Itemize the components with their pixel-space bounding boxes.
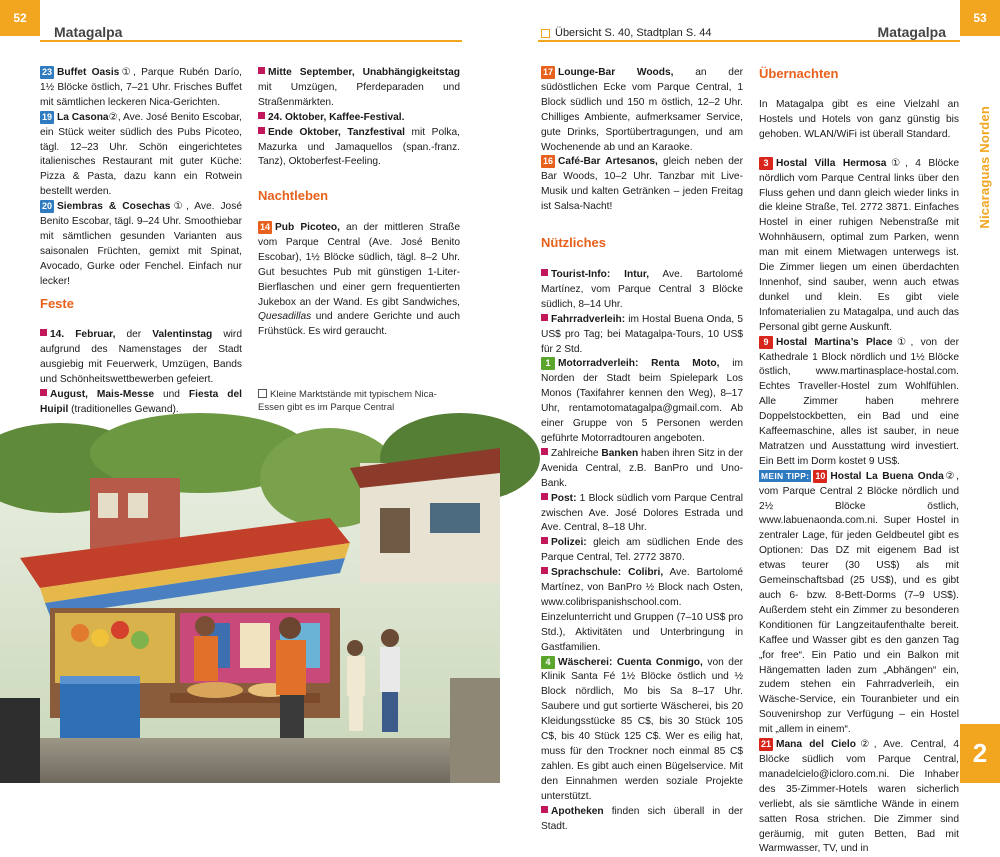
bullet-square-icon <box>541 493 548 500</box>
header-rule-left <box>40 40 462 42</box>
info-fahrradverleih: Fahrradverleih: im Hostal Buena Onda, 5 US$ pro Tag; bei Matagalpa-Tours, 10 US$ für 2 Std. <box>541 313 743 355</box>
map-marker-icon: 16 <box>543 156 554 167</box>
info-sprachschule: Sprachschule: Colibri, Ave. Bartolomé Martínez, von BanPro ½ Block nach Osten, www.colibrispanishschool.com. Einzelunterricht und Gruppen (7–10 US$ pro Std.), Aktivitäten und Unterbringung in Gastfamilien. <box>541 567 743 653</box>
bullet-square-icon <box>258 127 265 134</box>
running-title-left: Matagalpa <box>54 24 123 40</box>
bullet-square-icon <box>541 448 548 455</box>
entry-buffet-oasis: 23 Buffet Oasis①, Parque Rubén Darío, 1½ Blöcke östlich, 7–21 Uhr. Frisches Buffet mit sämtlichen leckeren Nica-Gerichten. <box>40 67 242 108</box>
column-4 <box>759 98 959 857</box>
market-stand-illustration <box>0 448 500 783</box>
entry-la-casona: 19 La Casona②, Ave. José Benito Escobar, ein Stück weiter südlich des Pubs Picoteo, tägl. 12–23 Uhr. Schön eingerichtetes italienisches Restaurant mit guter Küche: Pizza & Pasta, dazu kann ein Rotwein bestellt werden. <box>40 111 242 198</box>
column-2 <box>258 66 460 170</box>
fest-valentinstag: 14. Februar, der Valentinstag wird aufgrund des Namenstages der Stadt ausgiebig mit Feuerwerk, Umzügen, Bands und Schönheitswettbewerben gefeiert. <box>40 329 242 385</box>
entry-lounge-bar-woods: 17 Lounge-Bar Woods, an der südöstlichen Ecke vom Parque Central, 1 Block südlich und 150 m östlich, 12–2 Uhr. Chilliges Ambiente, aufmerksamer Service, gute Drinks, Sportübertragungen, und am Wochenende ab und an Karaoke. <box>541 67 743 153</box>
fest-tanzfestival: Ende Oktober, Tanzfestival mit Polka, Mazurka und Jamaquellos (span.-franz. Tanz), Oktoberfest-Feeling. <box>258 126 461 168</box>
map-marker-icon: 23 <box>42 67 53 77</box>
bullet-square-icon <box>40 389 47 396</box>
bullet-square-icon <box>541 314 548 321</box>
map-marker-icon: 21 <box>761 739 772 750</box>
info-motorradverleih: 1 Motorradverleih: Renta Moto, im Norden der Stadt beim Spielepark Los Monos (Taxifahrer kennen den Weg), 8–17 Uhr, rentamotomatagalpa@gmail.com. Ab einer Gruppe von 5 Personen werden geführte Motorradtouren angeboten. <box>541 358 743 444</box>
mein-tipp-badge: MEIN TIPP: <box>761 470 810 481</box>
map-reference-text: Übersicht S. 40, Stadtplan S. 44 <box>555 27 712 39</box>
caption-arrow-icon <box>258 389 267 398</box>
info-polizei: Polizei: gleich am südlichen Ende des Parque Central, Tel. 2772 3870. <box>541 537 743 564</box>
bullet-square-icon <box>258 112 265 119</box>
page-number-right: 53 <box>960 0 1000 36</box>
bullet-square-icon <box>541 567 548 574</box>
uebernachten-intro: In Matagalpa gibt es eine Vielzahl an Hostels und Hotels von ganz günstig bis gehoben. WLAN/WiFi ist überall Standard. <box>759 99 959 140</box>
market-stand-photo <box>0 448 500 783</box>
bullet-square-icon <box>258 67 265 74</box>
entry-martinas-place: 9 Hostal Martina’s Place①, von der Kathedrale 1 Block nördlich und 1½ Blöcke östlich, www.martinasplace-hostal.com. Echtes Traveller-Hostel zum Wohlfühlen. Alle Zimmer haben mehrere Doppelstockbetten, ein Bad und eine Kaffeemaschine, alles ist sauber, in neue Matratzen und Ausstattung wird investiert. Ein Bett im Dorm kostet 9 US$. <box>759 336 959 467</box>
info-waescherei: 4 Wäscherei: Cuenta Conmigo, von der Klinik Santa Fé 1½ Blöcke östlich und ½ Block nördlich, Mo bis Sa 8–17 Uhr. Saubere und gut sortierte Wäscherei, bis 20 Kleidungsstücke 85 C$, bis 30 Stück 105 C$, bis 40 Stück 125 C$. Wer es eilig hat, muss für den Trockner noch einmal 85 C$ zahlen. Es gibt auch einen Bügelservice. Mit den Einnahmen werden soziale Projekte unterstützt. <box>541 656 744 802</box>
bullet-square-icon <box>40 329 47 336</box>
info-post: Post: 1 Block südlich vom Parque Central zwischen Ave. José Dolores Estrada und Ave. Central, 8–18 Uhr. <box>541 492 743 534</box>
info-banken: Zahlreiche Banken haben ihren Sitz in der Avenida Central, z.B. BanPro und Uno-Bank. <box>541 447 743 489</box>
entry-mana-del-cielo: 21 Mana del Cielo②, Ave. Central, 4 Blöcke südlich vom Parque Central, manadelcielo@icloro.com.ni. Die Inhaber des 35-Zimmer-Hotels waren sicherlich verliebt, als sie sämtliche Wände in einem satten Rosa strichen. Die Zimmer sind geräumig, mit guten Betten, Bad mit Warmwasser, TV, und in <box>759 739 960 855</box>
bullet-square-icon <box>541 269 548 276</box>
map-reference <box>541 27 712 39</box>
page-number-left: 52 <box>0 0 40 36</box>
chapter-number-box: 2 <box>960 724 1000 783</box>
map-marker-icon: 19 <box>42 111 53 122</box>
map-reference-icon <box>541 29 550 38</box>
section-heading-uebernachten: Übernachten <box>759 66 839 81</box>
entry-villa-hermosa: 3 Hostal Villa Hermosa①, 4 Blöcke nördlich vom Parque Central links über den Fluss gehen und dann gleich wieder links in die kleine Straße, Tel. 2772 3871. Einfaches Hostel in einer ruhigen Nebenstraße mit Wohnhäusern, optimal zum Parken, wenn man mit einem Mietwagen unterwegs ist. Die Zimmer liegen um einen überdachten Innenhof, sind sauber, wenn auch etwas dunkel und klein. Es gibt viele Infomaterialien zu Matagalpa, und auch das Personal gibt gerne Auskunft. <box>759 157 959 333</box>
section-heading-feste: Feste <box>40 296 74 311</box>
info-apotheken: Apotheken finden sich überall in der Stadt. <box>541 805 743 832</box>
chapter-side-tab <box>960 36 1000 756</box>
bullet-square-icon <box>541 537 548 544</box>
chapter-side-label: Nicaraguas Norden <box>977 106 992 229</box>
running-title-right: Matagalpa <box>877 24 946 40</box>
fest-kaffee: 24. Oktober, Kaffee-Festival. <box>258 111 460 126</box>
photo-caption: Kleine Marktstände mit typischem Nica-Essen gibt es im Parque Central <box>258 389 437 413</box>
section-heading-nachtleben: Nachtleben <box>258 188 329 203</box>
header-rule-right <box>538 40 960 42</box>
section-heading-nuetzliches: Nützliches <box>541 235 607 250</box>
entry-la-buena-onda: MEIN TIPP: 10 Hostal La Buena Onda②, vom Parque Central 2 Blöcke nördlich und 2½ Blöcke östlich, www.labuenaonda.com.ni. Super Hostel in zentraler Lage, für jeden Geldbeutel gibt es Optionen: Das DZ mit eigenem Bad ist etwas teurer (30 US$) als mit Gemeinschaftsbad (25 US$), und es gibt auch 6- bzw. 8-Bett-Dorms (7–9 US$). Außerdem steht ein Zimmer zu besonderen Konditionen für Langzeitaufenthalte bereit. Kaffee und Wasser gibt es den ganzen Tag „for free“. Ein Patio und ein Balkon mit Hängematten laden zum „Abhängen“ ein, zudem stehen ein Fahrradverleih, ein Wäsche-Service, ein Touranbieter und ein Souvenirshop zur Verfügung – ein Hostel mit „allem in einem“. <box>759 470 959 736</box>
map-marker-icon: 1 <box>541 357 555 370</box>
entry-pub-picoteo: 14 Pub Picoteo, an der mittleren Straße vom Parque Central (Ave. José Benito Escobar), 1½ Blöcke südlich, tägl. 8–2 Uhr. Gut besuchtes Pub mit günstigen 1-Liter-Bierflaschen und einer gern frequentierten Jukebox an der Wand. Es gibt Sandwiches, Quesadillas und andere Gerichte und auch Frühstück. Es wird geraucht. <box>258 222 460 338</box>
column-3 <box>541 66 743 215</box>
info-tourist: Tourist-Info: Intur, Ave. Bartolomé Martínez, vom Parque Central 3 Blöcke südlich, 8–14 Uhr. <box>541 269 744 310</box>
map-marker-icon: 4 <box>541 656 555 669</box>
fest-unabhaengigkeitstag: Mitte September, Unabhängigkeitstag mit Umzügen, Pferdeparaden und Straßenmärkten. <box>258 67 460 108</box>
map-marker-icon: 3 <box>759 157 773 170</box>
column-2-nachtleben <box>258 221 460 340</box>
column-1 <box>40 66 242 290</box>
map-marker-icon: 14 <box>260 222 271 232</box>
fest-august: August, Mais-Messe und Fiesta del Huipil (traditionelles Gewand). <box>40 388 242 415</box>
entry-siembras-cosechas: 20 Siembras & Cosechas①, Ave. José Benito Escobar, tägl. 9–24 Uhr. Smoothiebar mit sämtlichen gesunden Varianten aus saisonalen Früchten, gemixt mit Spinat, Avocado, Gurke oder Fenchel. Einfach nur lecker! <box>40 201 242 287</box>
entry-cafe-bar-artesanos: 16 Café-Bar Artesanos, gleich neben der Bar Woods, 10–2 Uhr. Tanzbar mit Live-Musik und kalten Getränken – jeden Freitag ist Salsa-Nacht! <box>541 156 743 213</box>
map-marker-icon: 20 <box>42 201 53 212</box>
map-marker-icon: 10 <box>815 470 826 481</box>
bullet-square-icon <box>541 806 548 813</box>
map-marker-icon: 17 <box>543 67 554 77</box>
map-marker-icon: 9 <box>759 336 773 349</box>
column-1-feste <box>40 328 242 417</box>
column-3-nuetzliches <box>541 268 743 834</box>
